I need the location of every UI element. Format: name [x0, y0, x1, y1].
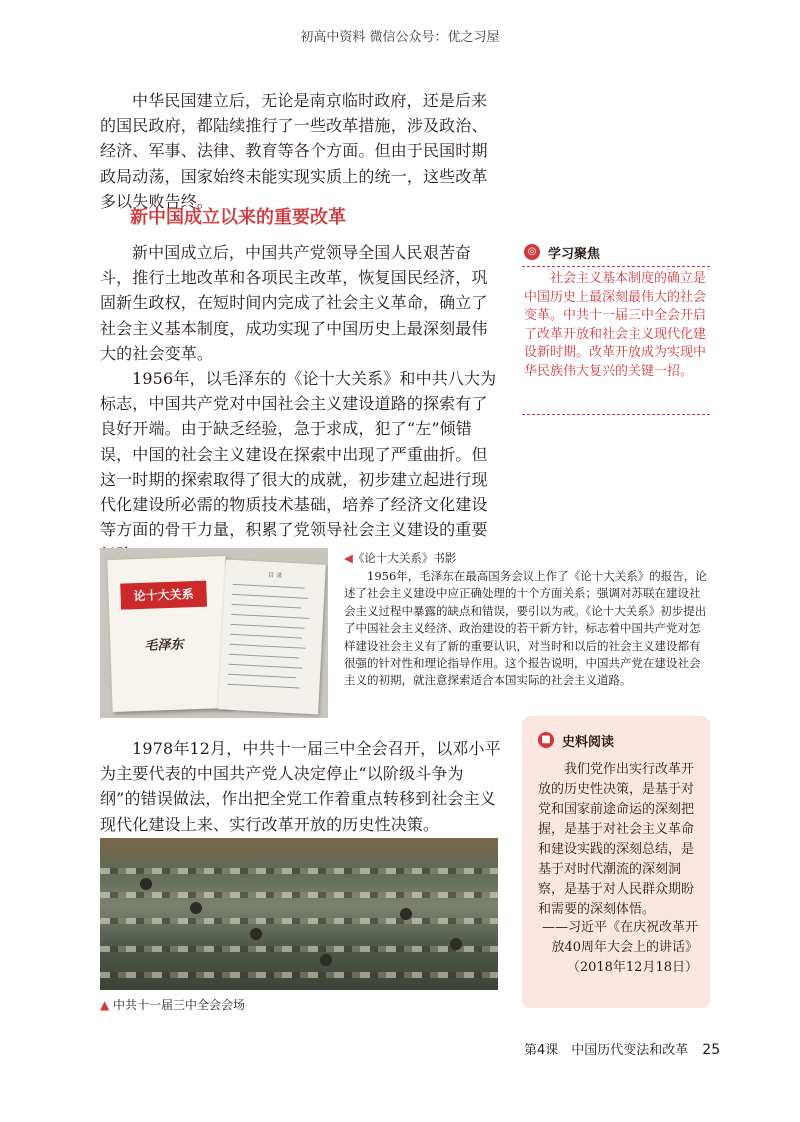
book-icon: ■ — [538, 732, 554, 748]
book-photo-caption-label: 《论十大关系》书影 — [352, 551, 457, 565]
photo-detail — [190, 902, 202, 914]
book-cover-title: 论十大关系 — [120, 581, 207, 610]
paragraph-new-china: 新中国成立后，中国共产党领导全国人民艰苦奋斗，推行土地改革和各项民主改革，恢复国民经济，巩固新生政权，在短时间内完成了社会主义革命，确立了社会主义基本制度，成功实现了中国历史上最深刻最伟大的社会变革。 — [100, 243, 488, 363]
photo-detail — [140, 878, 152, 890]
photo-detail — [250, 928, 262, 940]
book-contents-page — [218, 559, 326, 714]
source-reading-title: 史料阅读 — [562, 735, 615, 750]
learning-focus-header — [522, 242, 710, 267]
page-footer — [524, 1039, 720, 1058]
paragraph-republic-reforms: 中华民国建立后，无论是南京临时政府，还是后来的国民政府，都陆续推行了一些改革措施，涉及政治、经济、军事、法律、教育等各个方面。但由于民国时期政局动荡，国家始终未能实现实质上的统一，这些改革多以失败告终。 — [100, 91, 488, 211]
meeting-photo — [100, 838, 498, 990]
toc-line — [228, 664, 302, 669]
source-reading-text: 我们党作出实行改革开放的历史性决策，是基于对党和国家前途命运的深刻把握，是基于对社会主义革命和建设实践的深刻总结，是基于对时代潮流的深刻洞察，是基于对人民群众期盼和需要的深刻体悟。 — [538, 762, 695, 917]
photo-detail — [450, 938, 462, 950]
photo-detail — [100, 868, 498, 874]
source-reading-citation: ——习近平《在庆祝改革开放40周年大会上的讲话》（2018年12月18日） — [541, 920, 698, 975]
divider — [522, 414, 710, 415]
toc-line — [227, 684, 299, 689]
book-cover — [107, 556, 230, 712]
toc-line — [231, 614, 309, 619]
lesson-title: 第4课 中国历代变法和改革 — [524, 1043, 689, 1058]
header-note: 初高中资料 微信公众号：优之习屋 — [300, 30, 500, 45]
book-cover-signature: 毛泽东 — [144, 637, 184, 654]
photo-detail — [320, 954, 332, 966]
photo-detail — [400, 908, 412, 920]
toc-line — [232, 604, 302, 609]
book-photo-caption-text: 1956年，毛泽东在最高国务会议上作了《论十大关系》的报告，论述了社会主义建设中应正确处理的十个方面关系；强调对苏联在建设社会主义过程中暴露的缺点和错误，要引以为戒。《论十大关系》初步提出了中国社会主义经济、政治建设的若干新方针，标志着中国共产党对怎样建设社会主义有了新的重要认识，对当时和以后的社会主义建设都有很强的针对性和理论指导作用。这个报告说明，中国共产党在建设社会主义的初期，就注意探索适合本国实际的社会主义道路。 — [344, 569, 707, 688]
photo-detail — [100, 892, 498, 898]
caret-left-icon: ◀ — [344, 551, 353, 565]
learning-focus-text: 社会主义基本制度的确立是中国历史上最深刻最伟大的社会变革。中共十一届三中全会开启了改革开放和社会主义现代化建设新时期。改革开放成为实现中华民族伟大复兴的关键一招。 — [524, 271, 707, 379]
photo-detail — [100, 972, 498, 978]
caret-up-icon: ▲ — [100, 998, 114, 1012]
section-title: 新中国成立以来的重要改革 — [130, 207, 346, 228]
learning-focus-title: 学习聚焦 — [548, 247, 601, 262]
meeting-photo-caption-label: 中共十一届三中全会会场 — [113, 998, 246, 1012]
learning-focus-box — [522, 242, 710, 420]
toc-line — [230, 634, 302, 639]
book-photo — [100, 548, 328, 718]
paragraph-1978: 1978年12月，中共十一届三中全会召开，以邓小平为主要代表的中国共产党人决定停止“以阶级斗争为纲”的错误做法，作出把全党工作着重点转移到社会主义现代化建设上来、实行改革开放的历史性决策。 — [100, 739, 501, 834]
paragraph-1956: 1956年，以毛泽东的《论十大关系》和中共八大为标志，中国共产党对中国社会主义建设道路的探索有了良好开端。由于缺乏经验，急于求成，犯了“左”倾错误，中国的社会主义建设在探索中出现了严重曲折。但这一时期的探索取得了很大的成就，初步建立起进行现代化建设所必需的物质技术基础，培养了经济文化建设等方面的骨干力量，积累了党领导社会主义建设的重要 — [100, 369, 497, 540]
target-icon: ◎ — [524, 244, 540, 260]
book-photo-caption-title — [344, 550, 456, 566]
toc-line — [229, 654, 299, 659]
toc-line — [232, 594, 308, 599]
source-reading-box — [522, 716, 710, 1008]
toc-line — [230, 644, 306, 649]
toc-line — [228, 674, 296, 679]
toc-line — [231, 624, 305, 629]
page-number: 25 — [702, 1042, 721, 1058]
book-contents-title: 目 录 — [268, 571, 283, 580]
meeting-photo-caption — [100, 996, 245, 1013]
photo-detail — [100, 918, 498, 924]
toc-line — [233, 584, 305, 589]
photo-detail — [100, 946, 498, 952]
